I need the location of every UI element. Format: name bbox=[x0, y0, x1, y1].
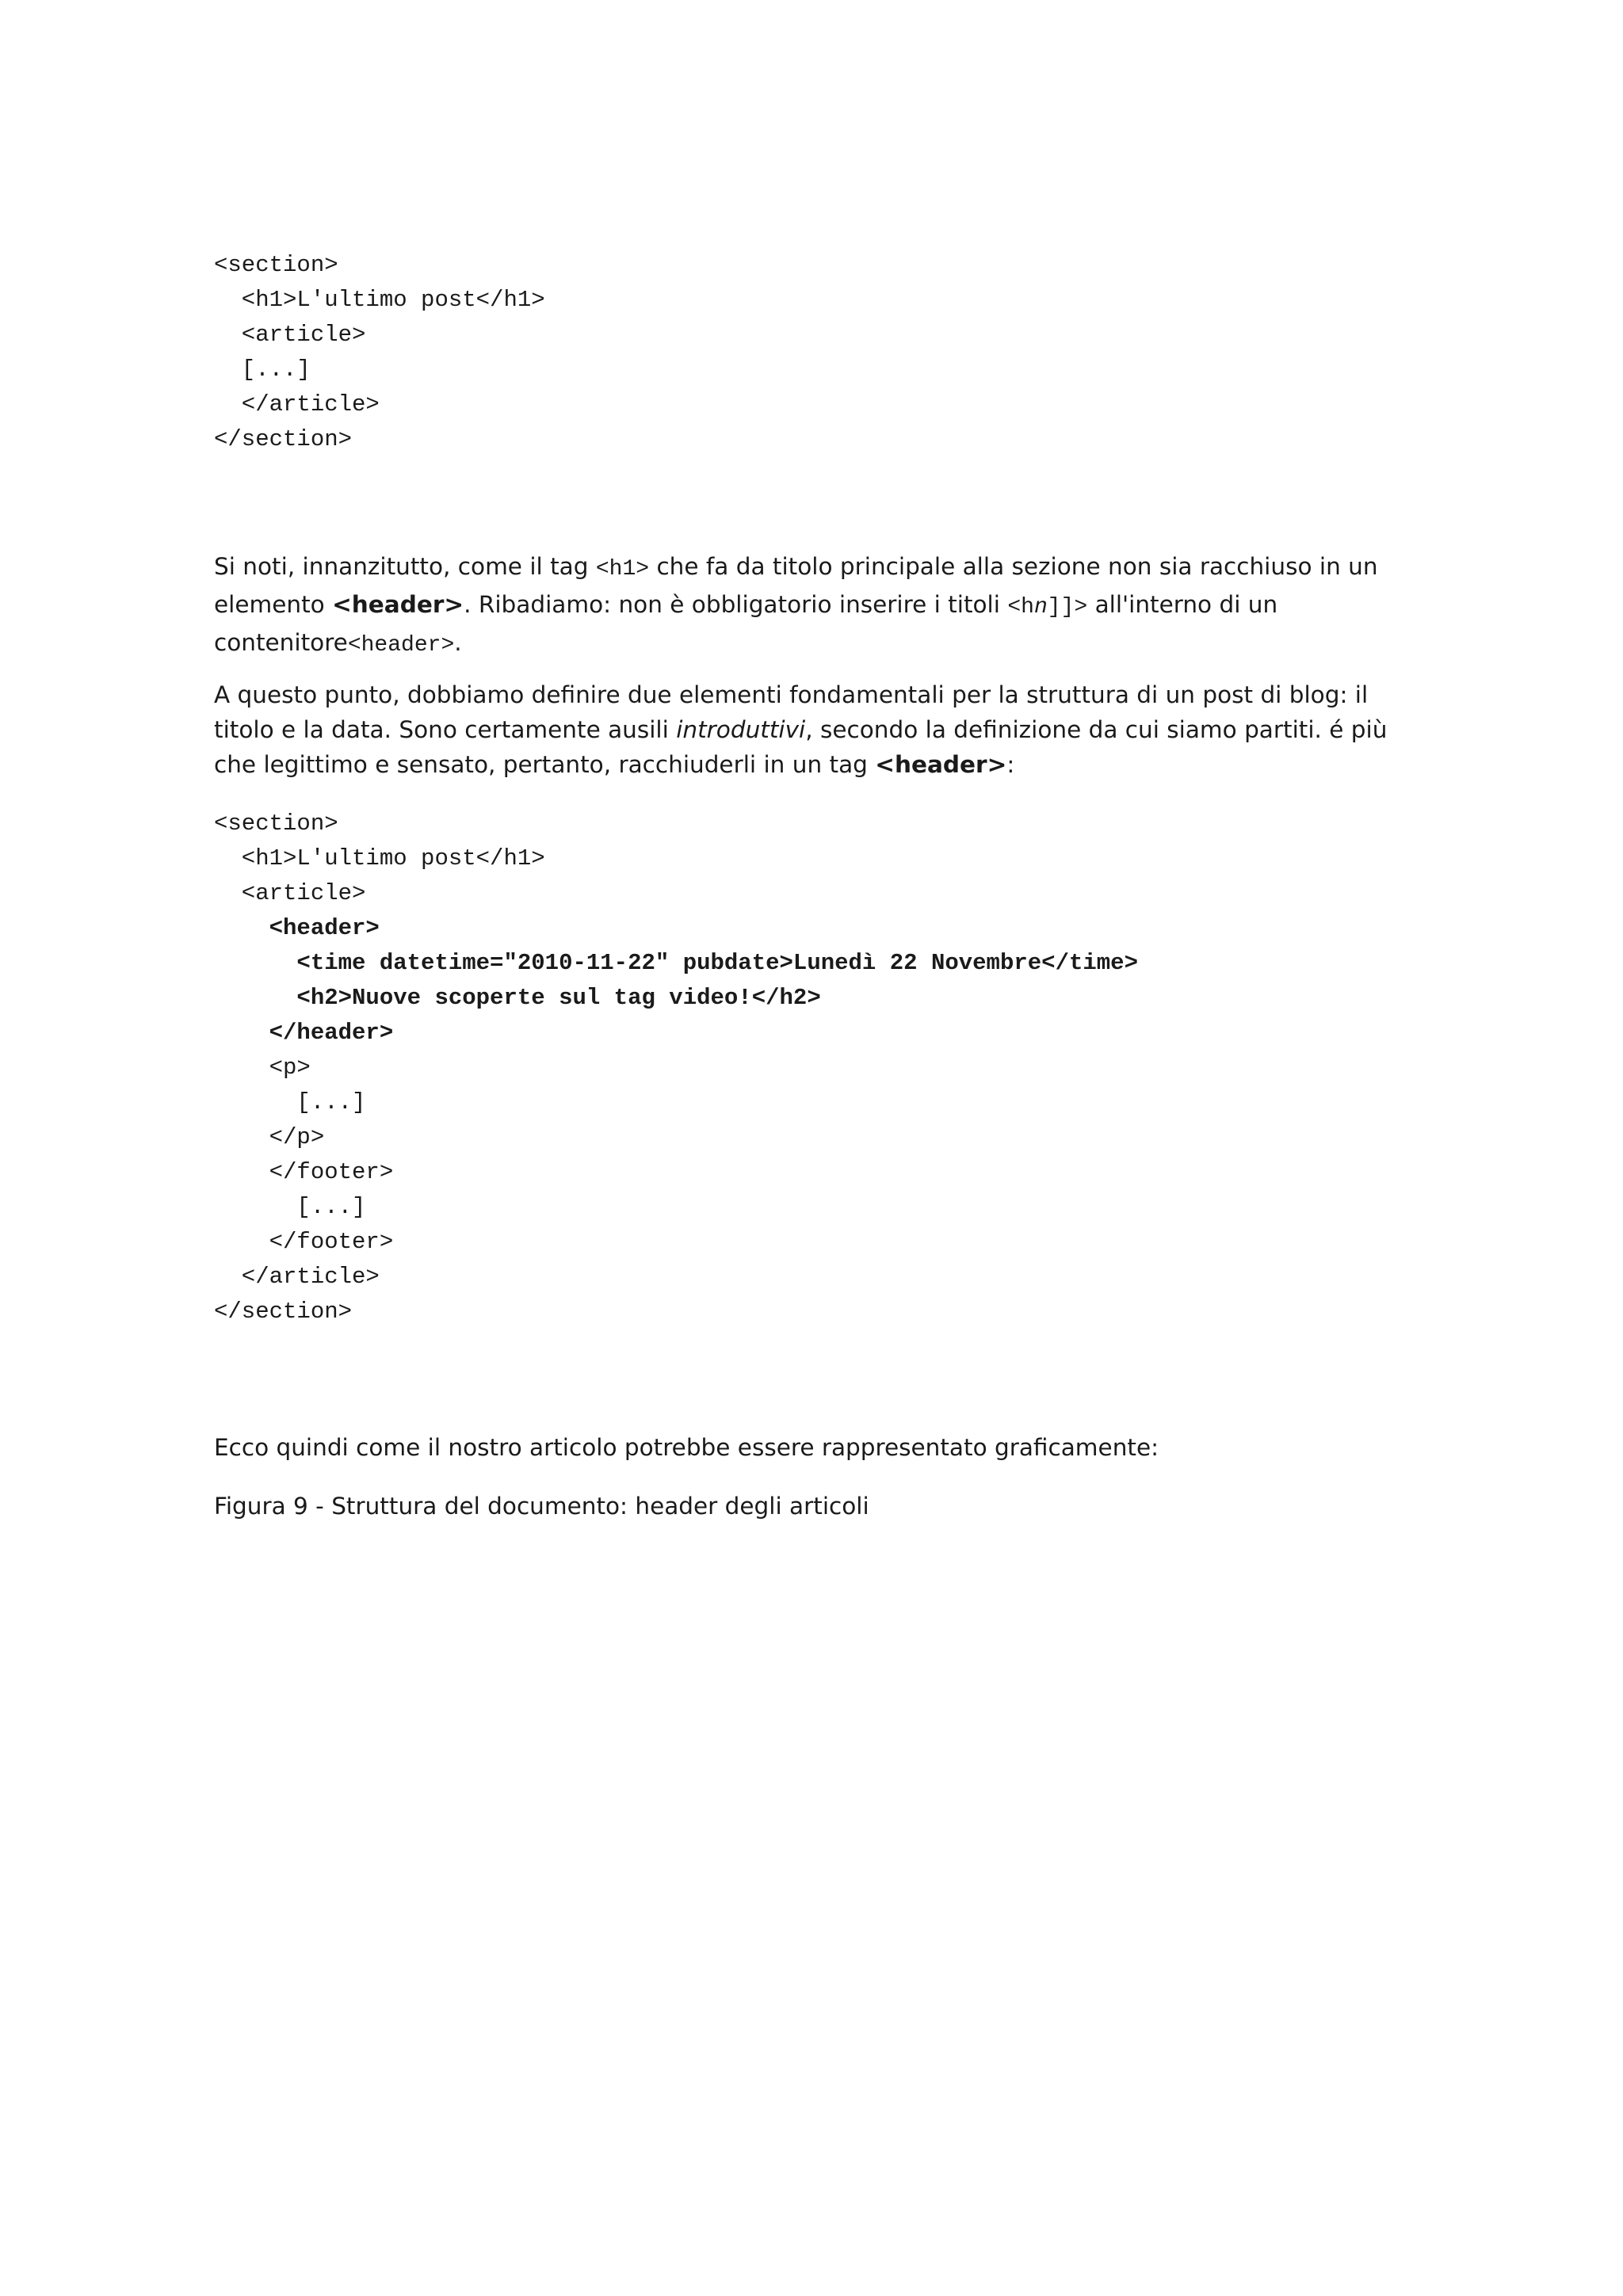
paragraph-text: contenitore bbox=[214, 629, 348, 656]
paragraph-3: Ecco quindi come il nostro articolo potrebbe essere rappresentato graficamente: bbox=[214, 1434, 1159, 1461]
code-line: [...] bbox=[214, 1194, 366, 1220]
code-line: [...] bbox=[214, 357, 311, 383]
paragraph-text: titolo e la data. Sono certamente ausili bbox=[214, 716, 677, 743]
paragraph-text: A questo punto, dobbiamo definire due elementi fondamentali per la struttura di un post di blog: il bbox=[214, 681, 1369, 708]
code-line: <section> bbox=[214, 810, 338, 837]
bold-tag: <header> bbox=[875, 751, 1007, 778]
code-line-bold: <h2>Nuove scoperte sul tag video!</h2> bbox=[214, 985, 821, 1011]
paragraph-text: che legittimo e sensato, pertanto, racchiuderli in un tag bbox=[214, 751, 876, 778]
paragraph-text: . bbox=[454, 629, 462, 656]
inline-code: <h1> bbox=[595, 557, 650, 582]
code-line: </footer> bbox=[214, 1229, 394, 1255]
bold-tag: <header> bbox=[332, 591, 464, 618]
code-line: </section> bbox=[214, 426, 353, 452]
code-line: [...] bbox=[214, 1089, 366, 1116]
paragraph-text: Si noti, innanzitutto, come il tag bbox=[214, 553, 596, 580]
code-line: <p> bbox=[214, 1055, 311, 1081]
code-line-bold: <header> bbox=[214, 915, 380, 941]
inline-code: <header> bbox=[347, 633, 455, 658]
code-line: <article> bbox=[214, 880, 366, 906]
paragraph-text: che fa da titolo principale alla sezione non sia racchiuso in un bbox=[649, 553, 1378, 580]
paragraph-text: , secondo la definizione da cui siamo partiti. é più bbox=[805, 716, 1388, 743]
italic-text: introduttivi bbox=[676, 716, 806, 743]
code-block-2 bbox=[214, 807, 1138, 1329]
code-block-1 bbox=[214, 248, 545, 457]
code-line: </p> bbox=[214, 1124, 325, 1150]
code-line: </footer> bbox=[214, 1159, 394, 1185]
code-line: </section> bbox=[214, 1299, 353, 1325]
code-line-bold: <time datetime="2010-11-22" pubdate>Lunedì 22 Novembre</time> bbox=[214, 950, 1138, 976]
code-line: <section> bbox=[214, 252, 338, 278]
inline-code-italic: n bbox=[1033, 595, 1048, 620]
paragraph-2 bbox=[214, 677, 1419, 782]
paragraph-text: all'interno di un bbox=[1087, 591, 1278, 618]
inline-code: ]]> bbox=[1047, 595, 1088, 620]
paragraph-text: : bbox=[1006, 751, 1015, 778]
code-line: </article> bbox=[214, 1264, 380, 1290]
code-line: </article> bbox=[214, 391, 380, 418]
code-line-bold: </header> bbox=[214, 1020, 394, 1046]
code-line: <h1>L'ultimo post</h1> bbox=[214, 845, 545, 871]
figure-caption: Figura 9 - Struttura del documento: header degli articoli bbox=[214, 1493, 869, 1520]
paragraph-1 bbox=[214, 549, 1419, 663]
code-line: <article> bbox=[214, 322, 366, 348]
paragraph-text: . Ribadiamo: non è obbligatorio inserire i titoli bbox=[464, 591, 1008, 618]
paragraph-text: elemento bbox=[214, 591, 333, 618]
inline-code: <h bbox=[1007, 595, 1034, 620]
code-line: <h1>L'ultimo post</h1> bbox=[214, 287, 545, 313]
